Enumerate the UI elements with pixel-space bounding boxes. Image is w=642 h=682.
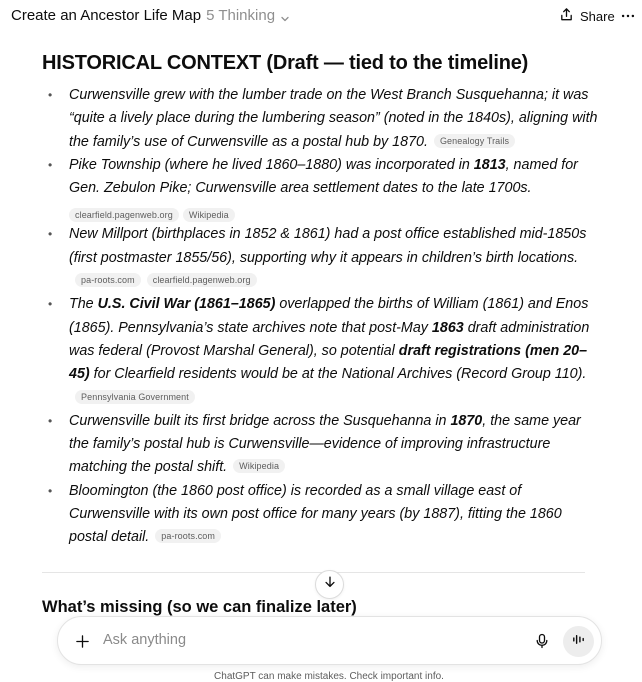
source-chip[interactable]: pa-roots.com bbox=[155, 529, 221, 543]
model-selector[interactable]: 5 Thinking bbox=[206, 7, 276, 24]
source-chip[interactable]: clearfield.pagenweb.org bbox=[69, 208, 179, 222]
bullet-text: , the same year the family’s postal hub is Curwensville—evidence of improving infrastructure matching the postal shift. bbox=[69, 412, 581, 476]
bold-text: draft registrations (men 20–45) bbox=[69, 342, 588, 383]
source-chip[interactable]: Wikipedia bbox=[233, 459, 285, 473]
list-item bbox=[42, 84, 602, 154]
bullet-text: draft administration was federal (Provost Marshal General), so potential bbox=[69, 319, 590, 359]
source-chips bbox=[69, 200, 602, 223]
share-icon bbox=[559, 7, 574, 25]
source-chip[interactable]: clearfield.pagenweb.org bbox=[147, 273, 257, 287]
chevron-down-icon[interactable] bbox=[280, 11, 290, 21]
next-section-heading: What’s missing (so we can finalize later) bbox=[42, 598, 357, 616]
bullet-text: Curwensville built its first bridge across the Susquehanna in bbox=[69, 412, 451, 429]
source-chip[interactable]: Genealogy Trails bbox=[434, 134, 515, 148]
bold-text: 1870 bbox=[450, 412, 483, 429]
bullet-text: Pike Township (where he lived 1860–1880) was incorporated in bbox=[69, 156, 474, 173]
conversation-title[interactable] bbox=[11, 7, 290, 24]
footer-disclaimer: ChatGPT can make mistakes. Check important info. bbox=[214, 671, 444, 682]
more-icon[interactable] bbox=[619, 7, 637, 25]
source-chip[interactable]: pa-roots.com bbox=[75, 273, 141, 287]
top-bar bbox=[0, 0, 642, 34]
bullet-text: New Millport (birthplaces in 1852 & 1861) had a post office established mid-1850s (first postmaster 1855/56), supporting why it appears in children’s birth locations. bbox=[69, 226, 587, 266]
bullet-list bbox=[42, 84, 602, 550]
section-heading: HISTORICAL CONTEXT (Draft — tied to the timeline) bbox=[42, 52, 529, 74]
bold-text: 1813 bbox=[473, 156, 506, 173]
microphone-icon[interactable] bbox=[532, 631, 552, 651]
scroll-down-button[interactable] bbox=[315, 570, 344, 599]
list-item bbox=[42, 223, 602, 293]
composer[interactable] bbox=[57, 616, 602, 665]
bold-text: 1863 bbox=[431, 319, 464, 336]
bold-text: U.S. Civil War (1861–1865) bbox=[97, 296, 276, 313]
list-item bbox=[42, 410, 602, 480]
bullet-text: overlapped the births of William (1861) and Enos (1865). Pennsylvania’s state archives note that post-May bbox=[69, 296, 589, 336]
plus-icon[interactable] bbox=[72, 631, 92, 651]
composer-input[interactable]: Ask anything bbox=[103, 632, 187, 648]
bullet-text: for Clearfield residents would be at the National Archives (Record Group 110). bbox=[89, 366, 587, 383]
bullet-text: The bbox=[69, 296, 98, 313]
arrow-down-icon bbox=[323, 575, 337, 594]
voice-mode-button[interactable] bbox=[563, 626, 594, 657]
bullet-text: Curwensville grew with the lumber trade on the West Branch Susquehanna; it was “quite a lively place during the lumbering season” (noted in the 1840s), aligning with the family’s use of Curwensville as a postal hub by 1870. bbox=[69, 87, 598, 150]
source-chip[interactable]: Wikipedia bbox=[183, 208, 235, 222]
list-item bbox=[42, 154, 602, 224]
voice-mode-icon bbox=[571, 632, 586, 652]
bullet-text: Bloomington (the 1860 post office) is recorded as a small village east of Curwensville with its own post office for many years (by 1887), fitting the 1860 postal detail. bbox=[69, 482, 562, 546]
conversation-title-text: Create an Ancestor Life Map bbox=[11, 7, 202, 24]
bullet-text: , named for Gen. Zebulon Pike; Curwensville area settlement dates to the late 1700s. bbox=[69, 156, 578, 197]
share-label: Share bbox=[580, 8, 615, 24]
source-chip[interactable]: Pennsylvania Government bbox=[75, 390, 195, 404]
list-item bbox=[42, 293, 602, 409]
divider bbox=[42, 572, 585, 573]
list-item bbox=[42, 480, 602, 550]
share-button[interactable] bbox=[559, 7, 615, 25]
